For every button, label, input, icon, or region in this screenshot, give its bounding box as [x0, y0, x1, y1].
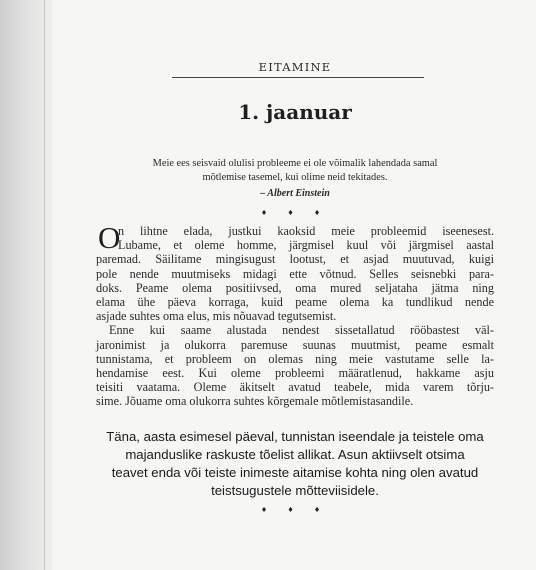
body-line: hendamise eest. Kui oleme probleemi määratlenud, hakkame asju	[96, 366, 494, 381]
quote-line: mõtlemise tasemel, kui olime neid tekitades.	[202, 172, 388, 183]
body-line: jaronimist ja olukorra paremuse suunas muutmist, peame esmalt	[96, 337, 494, 352]
body-line: sime. Jõuame oma olukorra suhtes kõrgemale mõtlemistasandile.	[96, 394, 414, 409]
body-line: doks. Peame olema positiivsed, oma mured seljataha jätma ning	[96, 280, 494, 295]
affirmation-line: teistsugustele mõtteviisidele.	[211, 483, 379, 498]
body-line: elama ühe päeva korraga, kuid peame olema ka tundlikud nende	[96, 295, 494, 310]
daily-affirmation	[96, 428, 494, 500]
ornament-divider: ♦ ♦ ♦	[260, 209, 330, 217]
body-line: pole nende muutmiseks midagi ette võtnud. Selles seisnebki para-	[96, 266, 494, 281]
running-head: EITAMINE	[258, 60, 332, 74]
affirmation-line: Täna, aasta esimesel päeval, tunnistan iseendale ja teistele oma	[106, 429, 484, 444]
epigraph-quote	[96, 157, 494, 185]
body-line: tunnistama, et probleem on olemas ning meie vastutame selle la-	[96, 351, 494, 366]
body-line: n lihtne elada, justkui kaoksid meie probleemid iseenesest.	[118, 224, 494, 238]
body-text	[96, 220, 494, 409]
ornament-divider-bottom: ♦ ♦ ♦	[260, 506, 330, 514]
body-line: Lubame, et oleme homme, järgmisel kuul või järgmisel aastal	[118, 238, 494, 253]
running-head-rule	[172, 77, 424, 78]
affirmation-line: teavet enda või teiste inimeste aitamise kohta ning olen avatud	[111, 465, 479, 480]
drop-cap: O	[98, 220, 121, 255]
quote-author: – Albert Einstein	[260, 188, 330, 199]
body-line: paremad. Säilitame mingisugust lootust, et asjad muutuvad, kuigi	[96, 252, 494, 267]
body-line: asjade suhtes oma elus, mis nõuavad tegutsemist.	[96, 309, 337, 324]
body-line: teisiti vaatama. Oleme äkitselt avatud teabele, mida varem tõrju-	[96, 380, 494, 395]
quote-line: Meie ees seisvaid olulisi probleeme ei ole võimalik lahendada samal	[152, 158, 438, 169]
gutter-fold-line	[44, 0, 45, 570]
body-line: Enne kui saame alustada nendest sissetallatud rööbastest väl-	[109, 323, 494, 338]
affirmation-line: majanduslike raskuste tõelist allikat. Asun aktiivselt otsima	[125, 447, 465, 462]
day-title: 1. jaanuar	[238, 100, 352, 124]
